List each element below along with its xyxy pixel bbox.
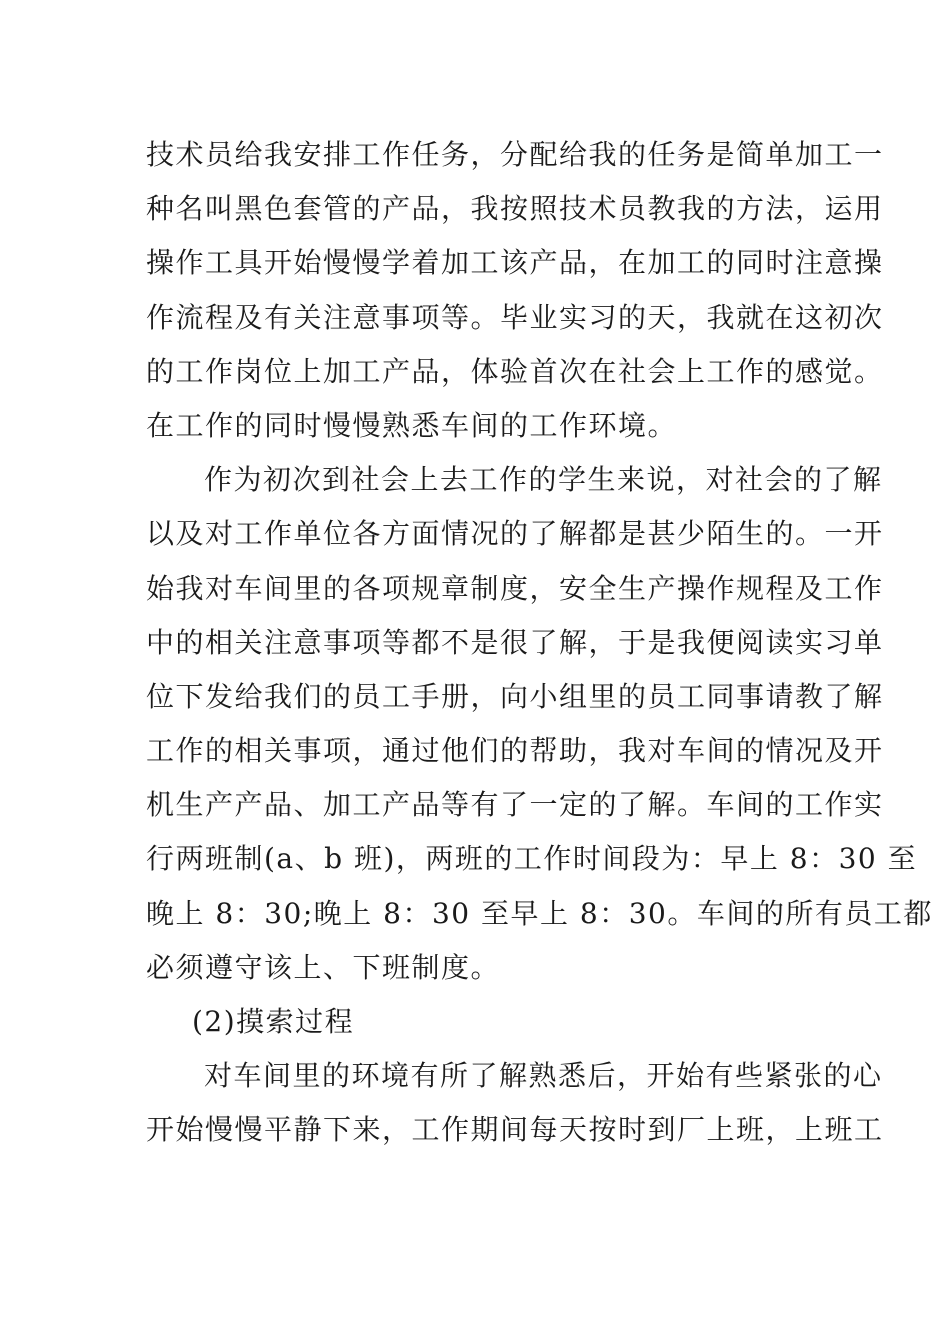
paragraph-first-line: 对车间里的环境有所了解熟悉后，开始有些紧张的心 — [204, 1059, 883, 1093]
text-line: 中的相关注意事项等都不是很了解，于是我便阅读实习单 — [146, 625, 884, 659]
text-line: 种名叫黑色套管的产品，我按照技术员教我的方法，运用 — [146, 192, 884, 226]
text-line: 晚上 8：30;晚上 8：30 至早上 8：30。车间的所有员工都 — [146, 896, 933, 930]
text-line: 技术员给我安排工作任务，分配给我的任务是简单加工一 — [146, 138, 884, 171]
text-line: 以及对工作单位各方面情况的了解都是甚少陌生的。一开 — [146, 517, 884, 551]
text-line: 工作的相关事项，通过他们的帮助，我对车间的情况及开 — [146, 734, 884, 768]
text-line: 行两班制(a、b 班)，两班的工作时间段为：早上 8：30 至 — [146, 842, 918, 876]
text-line: 的工作岗位上加工产品，体验首次在社会上工作的感觉。 — [146, 354, 884, 388]
text-line: 始我对车间里的各项规章制度，安全生产操作规程及工作 — [146, 571, 884, 605]
text-line: 在工作的同时慢慢熟悉车间的工作环境。 — [146, 408, 678, 442]
document-body — [146, 128, 933, 1158]
paragraph-first-line: 作为初次到社会上去工作的学生来说，对社会的了解 — [204, 463, 883, 497]
text-line: 操作工具开始慢慢学着加工该产品，在加工的同时注意操 — [146, 246, 884, 280]
text-line: 机生产产品、加工产品等有了一定的了解。车间的工作实 — [146, 788, 884, 822]
text-line: 开始慢慢平静下来，工作期间每天按时到厂上班，上班工 — [146, 1113, 884, 1147]
section-heading: (2)摸索过程 — [192, 1005, 355, 1038]
text-line: 作流程及有关注意事项等。毕业实习的天，我就在这初次 — [146, 300, 884, 334]
text-line: 位下发给我们的员工手册，向小组里的员工同事请教了解 — [146, 679, 884, 713]
text-line: 必须遵守该上、下班制度。 — [146, 950, 501, 984]
